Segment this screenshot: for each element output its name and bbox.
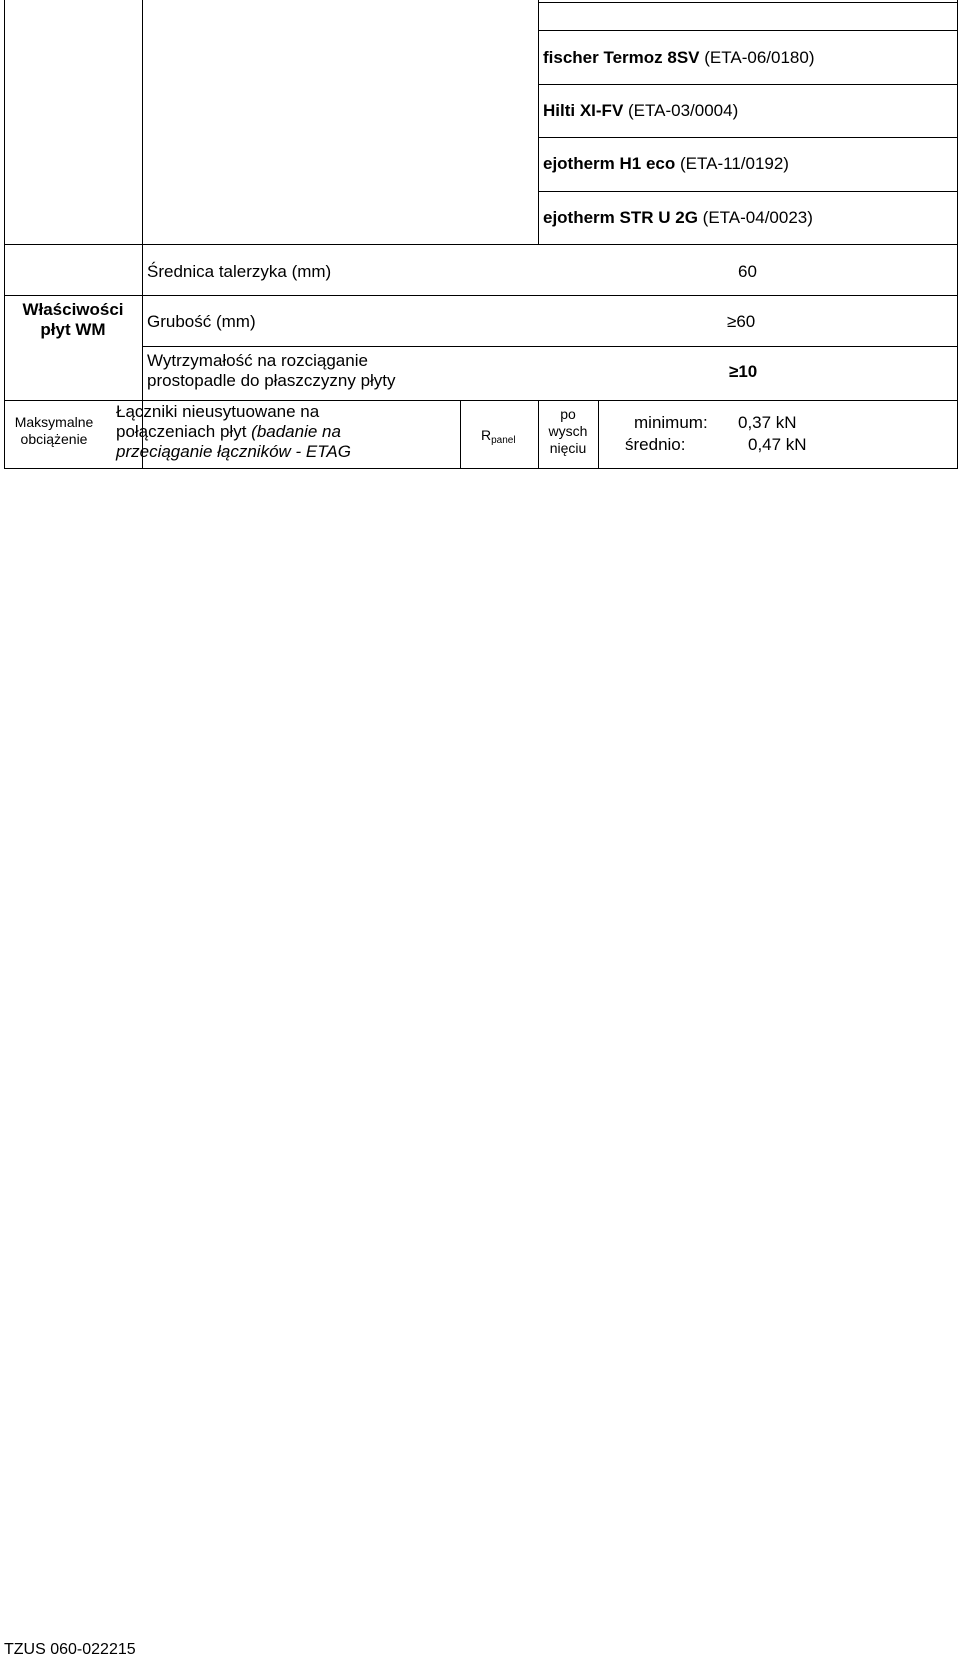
grid-line — [4, 244, 958, 245]
grid-line — [538, 191, 958, 192]
thickness-label: Grubość (mm) — [147, 312, 256, 331]
value-text: 60 — [736, 312, 756, 331]
grid-line — [538, 0, 539, 244]
value-text: 10 — [738, 362, 758, 381]
plate-diameter-value: 60 — [738, 262, 757, 281]
product-1 — [543, 48, 815, 68]
symbol-sub: panel — [491, 435, 516, 446]
tensile-label-line: Wytrzymałość na rozciąganie — [147, 351, 368, 370]
avg-label: średnio: — [625, 435, 686, 454]
condition-after-drying — [538, 406, 598, 457]
min-value: 0,37 kN — [738, 413, 797, 432]
product-name: ejotherm H1 eco — [543, 154, 676, 173]
group-label-line: płyt WM — [40, 320, 106, 339]
product-eta: (ETA-11/0192) — [680, 154, 789, 173]
group-label-line: Właściwości — [22, 300, 124, 319]
product-eta: (ETA-06/0180) — [704, 48, 815, 67]
footer-document-code: TZUS 060-022215 — [4, 1641, 136, 1658]
min-label: minimum: — [634, 413, 708, 432]
grid-line — [598, 400, 599, 469]
tensile-label — [147, 351, 396, 391]
product-name: ejotherm STR U 2G — [543, 208, 698, 227]
r-panel-symbol — [481, 427, 516, 449]
product-name: Hilti XI-FV — [543, 101, 624, 120]
group-label-wm — [4, 300, 142, 340]
thickness-value — [727, 312, 755, 332]
grid-line — [4, 295, 958, 296]
group-label-line: Maksymalne — [14, 414, 94, 430]
max-load-label — [116, 402, 351, 462]
product-name: fischer Termoz 8SV — [543, 48, 700, 67]
grid-line — [4, 400, 958, 401]
grid-line — [460, 400, 461, 469]
tensile-value — [729, 362, 757, 382]
condition-line: po — [560, 406, 576, 422]
product-eta: (ETA-04/0023) — [702, 208, 813, 227]
greater-equal-icon: ≥ — [727, 312, 737, 331]
product-4 — [543, 208, 813, 228]
avg-value: 0,47 kN — [748, 435, 807, 454]
product-2 — [543, 101, 738, 121]
grid-line — [142, 0, 143, 469]
tensile-label-line: prostopadle do płaszczyzny płyty — [147, 371, 396, 390]
condition-line: wysch — [548, 423, 588, 439]
grid-line — [538, 2, 958, 3]
grid-line — [538, 30, 958, 31]
product-eta: (ETA-03/0004) — [628, 101, 739, 120]
plate-diameter-label: Średnica talerzyka (mm) — [147, 262, 332, 281]
condition-line: nięciu — [549, 440, 587, 456]
max-load-label-line: połączeniach płyt (badanie na — [116, 422, 341, 441]
symbol-main: R — [481, 427, 492, 443]
grid-line — [538, 137, 958, 138]
max-load-label-line: przeciąganie łączników - ETAG — [116, 442, 351, 461]
grid-line — [4, 468, 958, 469]
grid-line — [957, 0, 958, 469]
greater-equal-icon: ≥ — [729, 362, 739, 381]
group-label-line: obciążenie — [20, 431, 88, 447]
product-3 — [543, 154, 789, 174]
max-load-label-line: Łączniki nieusytuowane na — [116, 402, 320, 421]
max-load-group-label — [4, 414, 104, 448]
grid-line — [4, 0, 5, 469]
grid-line — [538, 84, 958, 85]
grid-line — [142, 346, 958, 347]
